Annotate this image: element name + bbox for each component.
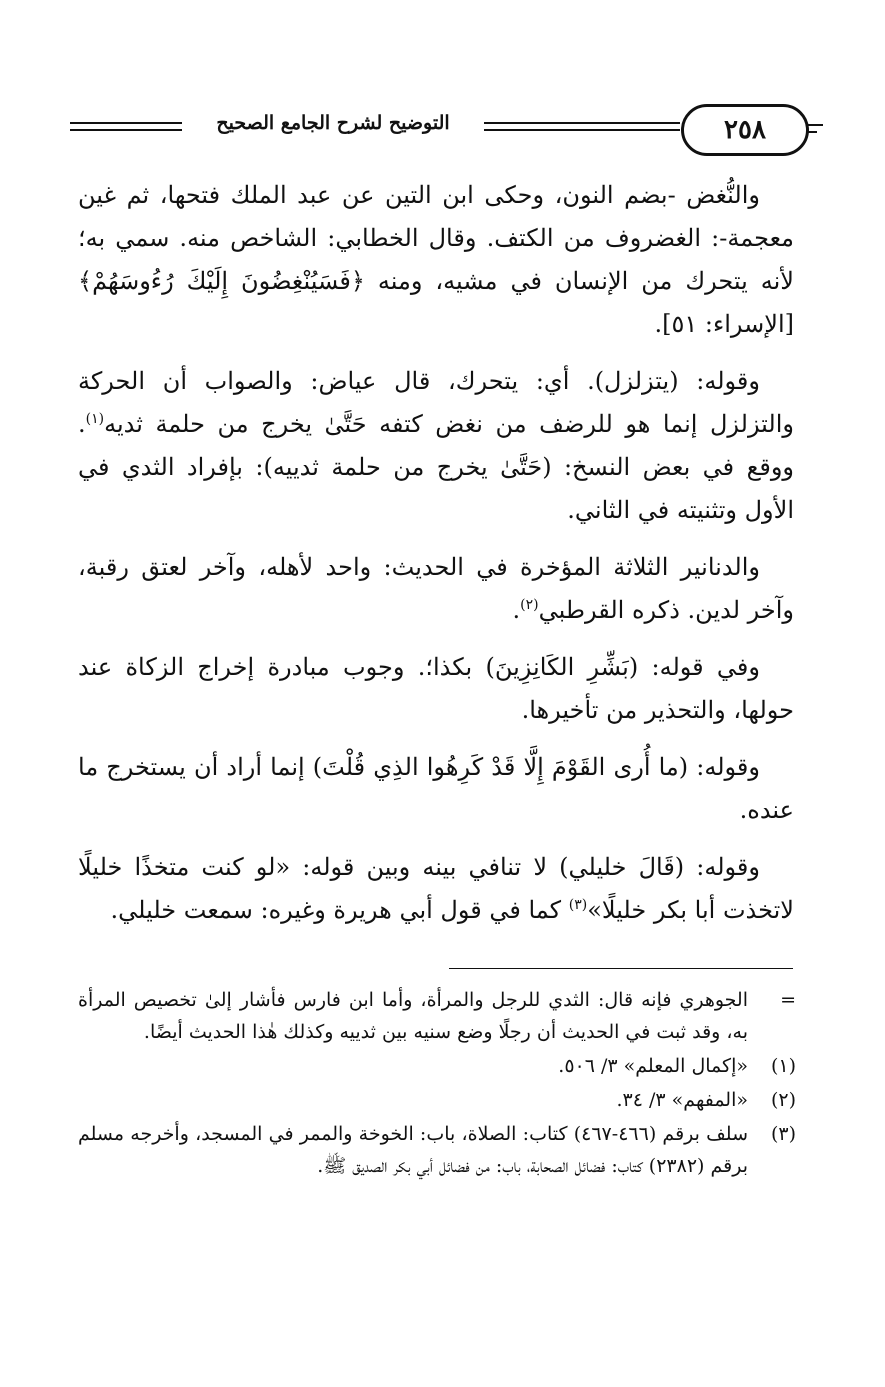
paragraph-text-continued: . ووقع في بعض النسخ: (حَتَّىٰ يخرج من حلمة ثدييه): بإفراد الثدي في الأول وتثنيته في الثاني. <box>78 410 794 524</box>
footnotes <box>78 984 796 1184</box>
footnote-marker: = <box>780 989 796 1011</box>
paragraph-text: وفي قوله: (بَشِّرِ الكَانِزِينَ) بكذا؛. وجوب مبادرة إخراج الزكاة عند حولها، والتحذير من تأخيرها. <box>78 653 794 724</box>
footnote-text: «إكمال المعلم» ٣/ ٥٠٦. <box>558 1055 748 1077</box>
main-text <box>78 174 794 946</box>
footnote-continued <box>78 984 796 1048</box>
footnote-text: سلف برقم (٤٦٦-٤٦٧) كتاب: الصلاة، باب: الخوخة والممر في المسجد، وأخرجه مسلم برقم (٢٣٨٢) كتاب: فضائل الصحابة، باب: من فضائل أبي بكر الصديق ﷺ. <box>78 1123 748 1177</box>
paragraph-kanizin <box>78 646 794 732</box>
page-number: ٢٥٨ <box>681 104 809 156</box>
paragraph-text-continued: . <box>512 596 521 624</box>
footnote-marker: (٢) <box>770 1089 796 1111</box>
paragraph-text: وقوله: (ما أُرى القَوْمَ إِلَّا قَدْ كَرِهُوا الذِي قُلْتَ) إنما أراد أن يستخرج ما عنده. <box>78 753 794 824</box>
header-rule-middle-1 <box>484 122 680 124</box>
footnote-text: «المفهم» ٣/ ٣٤. <box>616 1089 748 1111</box>
running-title: التوضيح لشرح الجامع الصحيح <box>216 112 450 134</box>
footnote-1 <box>78 1050 796 1082</box>
footnote-ref-3[interactable]: (٣) <box>568 897 588 913</box>
paragraph-ara-alqawm <box>78 746 794 832</box>
footnote-separator <box>449 968 793 969</box>
header-rule-left-1 <box>70 122 182 124</box>
footnote-3 <box>78 1118 796 1182</box>
footnote-ref-2[interactable]: (٢) <box>520 597 539 613</box>
footnote-marker: (١) <box>770 1055 796 1077</box>
footnote-2 <box>78 1084 796 1116</box>
header-rule-left-2 <box>70 129 182 131</box>
footnote-text: الجوهري فإنه قال: الثدي للرجل والمرأة، وأما ابن فارس فأشار إلىٰ تخصيص المرأة به، وقد ثبت في الحديث أن رجلًا وضع سنيه بين ثدييه وكذلك هٰذا الحديث أيضًا. <box>78 989 748 1043</box>
paragraph-text-continued: كما في قول أبي هريرة وغيره: سمعت خليلي. <box>110 896 569 924</box>
paragraph-yatazalzal <box>78 360 794 532</box>
paragraph-nughd <box>78 174 794 346</box>
footnote-marker: (٣) <box>770 1123 796 1145</box>
paragraph-text: وقوله: (يتزلزل). أي: يتحرك، قال عياض: والصواب أن الحركة والتزلزل إنما هو للرضف من نغض كتفه حَتَّىٰ يخرج من حلمة ثديه <box>78 367 794 438</box>
header-rule-middle-2 <box>484 129 680 131</box>
paragraph-khalili <box>78 846 794 932</box>
footnote-ref-1[interactable]: (١) <box>85 411 105 427</box>
paragraph-text: وقوله: (قَالَ خليلي) لا تنافي بينه وبين قوله: «لو كنت متخذًا خليلًا لاتخذت أبا بكر خليلًا» <box>78 853 794 924</box>
paragraph-text: والدنانير الثلاثة المؤخرة في الحديث: واحد لأهله، وآخر لعتق رقبة، وآخر لدين. ذكره القرطبي <box>78 553 794 624</box>
page-header <box>70 100 800 156</box>
paragraph-text: والنُّغض -بضم النون، وحكى ابن التين عن عبد الملك فتحها، ثم غين معجمة-: الغضروف من الكتف. وقال الخطابي: الشاخص منه. سمي به؛ لأنه يتحرك من الإنسان في مشيه، ومنه ﴿فَسَيُنْغِضُونَ إِلَيْكَ رُءُوسَهُمْ﴾ [الإسراء: ٥١]. <box>78 181 794 338</box>
paragraph-dananir <box>78 546 794 632</box>
